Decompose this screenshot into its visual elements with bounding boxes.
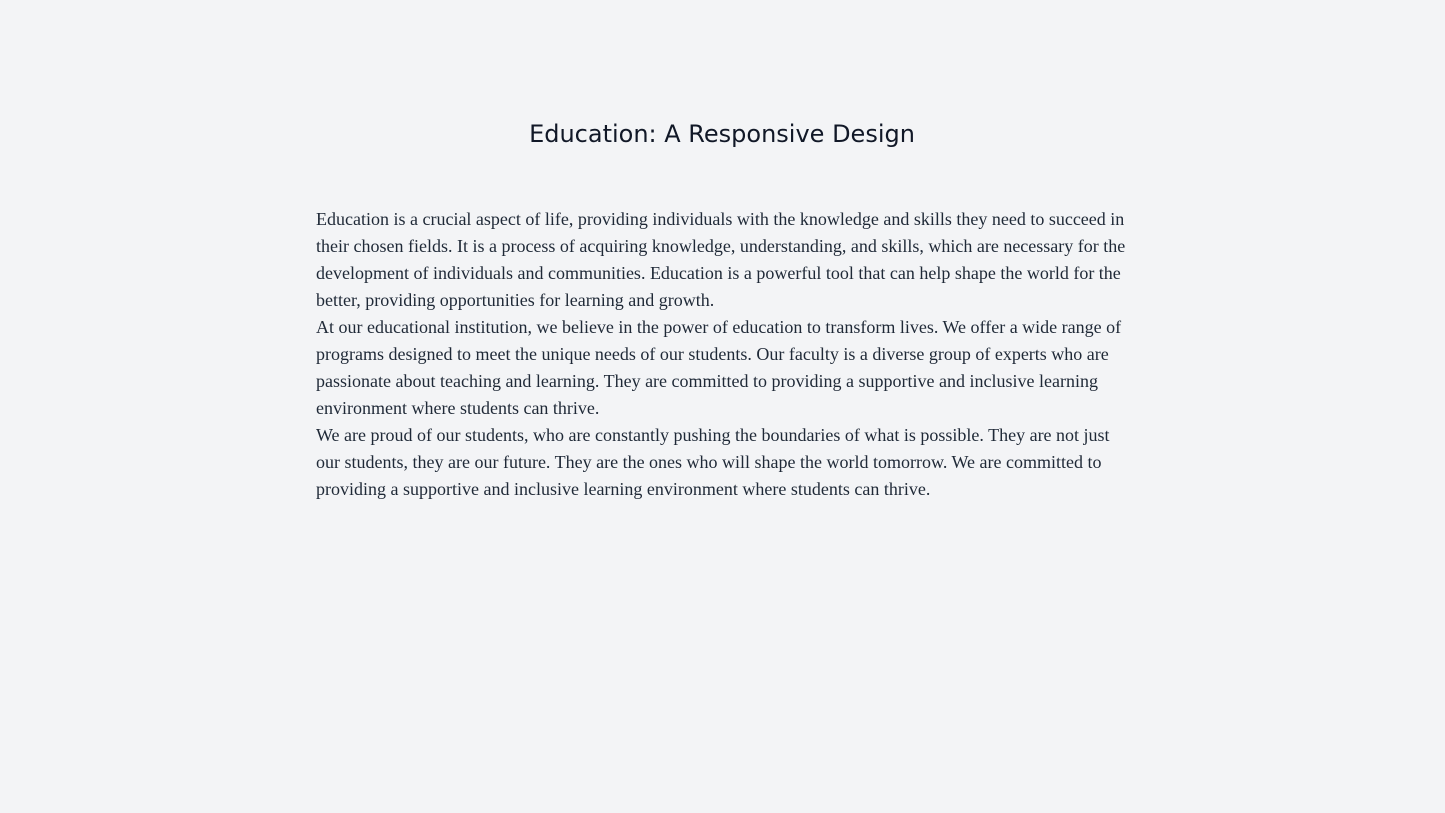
- page-title: Education: A Responsive Design: [529, 120, 915, 148]
- article-body: [316, 206, 1128, 503]
- paragraph-students: We are proud of our students, who are constantly pushing the boundaries of what is possible. They are not just our students, they are our future. They are the ones who will shape the world tomorrow. We are committed to providing a supportive and inclusive learning environment where students can thrive.: [316, 425, 1110, 499]
- paragraph-institution: At our educational institution, we believe in the power of education to transform lives. We offer a wide range of programs designed to meet the unique needs of our students. Our faculty is a diverse group of experts who are passionate about teaching and learning. They are committed to providing a supportive and inclusive learning environment where students can thrive.: [316, 317, 1122, 418]
- paragraph-intro: Education is a crucial aspect of life, providing individuals with the knowledge and skills they need to succeed in their chosen fields. It is a process of acquiring knowledge, understanding, and skills, which are necessary for the development of individuals and communities. Education is a powerful tool that can help shape the world for the better, providing opportunities for learning and growth.: [316, 209, 1126, 310]
